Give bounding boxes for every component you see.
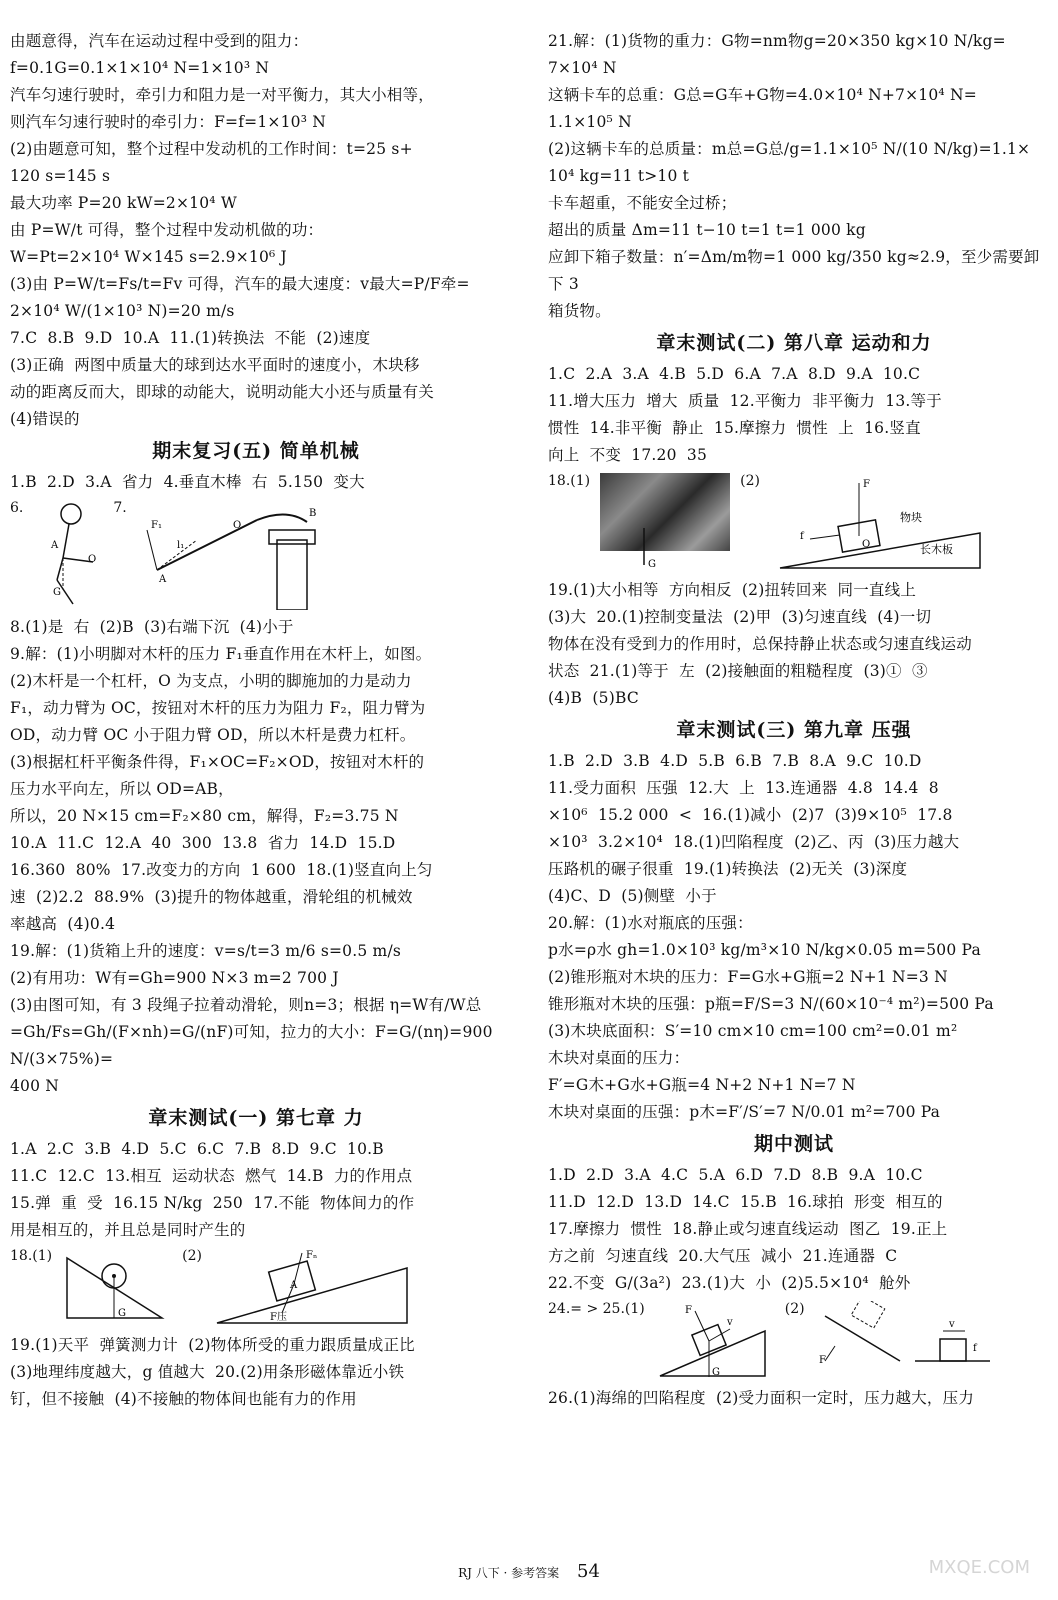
watermark-text: MXQE.COM <box>928 1557 1030 1578</box>
answer-line: 19.(1)大小相等 方向相反 (2)扭转回来 同一直线上 <box>548 581 917 599</box>
svg-text:Fₙ: Fₙ <box>305 1250 318 1261</box>
midterm-answers-b <box>548 1385 1040 1412</box>
answer-line: 惯性 14.非平衡 静止 15.摩擦力 惯性 上 16.竖直 <box>548 419 921 437</box>
figure-q7-water-pump-lever <box>137 500 337 610</box>
svg-text:O: O <box>861 539 871 550</box>
svg-text:v: v <box>948 1319 955 1330</box>
answer-line: 11.C 12.C 13.相互 运动状态 燃气 14.B 力的作用点 <box>10 1167 413 1185</box>
svg-text:O: O <box>232 520 241 531</box>
answer-line: ×10⁶ 15.2 000 < 16.(1)减小 (2)7 (3)9×10⁵ 17.8 <box>548 806 953 824</box>
review5-answers-b <box>10 614 502 1100</box>
answer-line: p水=ρ水 gh=1.0×10³ kg/m³×10 N/kg×0.05 m=500 Pa <box>548 941 981 959</box>
answer-line: 由题意得，汽车在运动过程中受到的阻力： <box>10 32 309 50</box>
fig-t2-board-label: 长木板 <box>919 543 953 556</box>
answer-line: 用是相互的，并且总是同时产生的 <box>10 1221 246 1239</box>
answer-line: 动的距离反而大，即球的动能大，说明动能大小还与质量有关 <box>10 383 434 401</box>
svg-text:G: G <box>118 1308 127 1319</box>
answer-line: 26.(1)海绵的凹陷程度 (2)受力面积一定时，压力越大，压力 <box>548 1389 975 1407</box>
answer-line: 11.增大压力 增大 质量 12.平衡力 非平衡力 13.等于 <box>548 392 942 410</box>
answer-line: 20.解：(1)水对瓶底的压强： <box>548 914 753 932</box>
answer-line: 7×10⁴ N <box>548 59 617 77</box>
fig24-label: 24.= > 25.(1) <box>548 1301 645 1317</box>
watermark-logo <box>929 1557 1030 1578</box>
answer-line: (4)C、D (5)侧壁 小于 <box>548 887 717 905</box>
test1-answers-a <box>10 1136 502 1244</box>
answer-line: 卡车超重，不能安全过桥； <box>548 194 737 212</box>
answer-line: 率越高 (4)0.4 <box>10 915 116 933</box>
left-top-block <box>10 28 502 433</box>
answer-line: 19.解：(1)货箱上升的速度：v=s/t=3 m/6 s=0.5 m/s <box>10 942 402 960</box>
answer-line: =Gh/Fs=Gh/(F×nh)=G/(nF)可知，拉力的大小：F=G/(nη)=900 N/(3×75%)= <box>10 1023 498 1068</box>
answer-line: (3)正确 两图中质量大的球到达水平面时的速度小，木块移 <box>10 356 420 374</box>
answer-line: F′=G木+G水+G瓶=4 N+2 N+1 N=7 N <box>548 1076 856 1094</box>
answer-line: (3)地理纬度越大，g 值越大 20.(2)用条形磁体靠近小铁 <box>10 1363 405 1381</box>
answer-line: 速 (2)2.2 88.9% (3)提升的物体越重，滑轮组的机械效 <box>10 888 413 906</box>
figure-conveyor-and-block <box>815 1301 995 1381</box>
answer-line: 1.D 2.D 3.A 4.C 5.A 6.D 7.D 8.B 9.A 10.C <box>548 1166 923 1184</box>
answer-line: 状态 21.(1)等于 左 (2)接触面的粗糙程度 (3)① ③ <box>548 662 928 680</box>
heading-midterm: 期中测试 <box>753 1133 834 1155</box>
answer-line: 21.解：(1)货物的重力：G物=nm物g=20×350 kg×10 N/kg= <box>548 32 1006 50</box>
answer-line: 超出的质量 Δm=11 t−10 t=1 t=1 000 kg <box>548 221 866 239</box>
svg-text:G: G <box>648 559 657 569</box>
figure-midterm-q24-25 <box>548 1301 1040 1381</box>
fig25-label-2: (2) <box>784 1301 805 1317</box>
answer-line: 7.C 8.B 9.D 10.A 11.(1)转换法 不能 (2)速度 <box>10 329 371 347</box>
heading-test-3: 章末测试(三) 第九章 压强 <box>676 719 912 741</box>
fig-t2-block-label: 物块 <box>899 511 922 524</box>
answer-line: 最大功率 P=20 kW=2×10⁴ W <box>10 194 237 212</box>
right-top-block <box>548 28 1040 325</box>
answer-line: (4)错误的 <box>10 410 80 428</box>
figure-q6-person-lever <box>33 500 103 610</box>
answer-line: (3)根据杠杆平衡条件得，F₁×OC=F₂×OD，按钮对木杆的 <box>10 753 425 771</box>
answer-line: (2)木杆是一个杠杆，O 为支点，小明的脚施加的力是动力 <box>10 672 412 690</box>
answer-line: 11.D 12.D 13.D 14.C 15.B 16.球拍 形变 相互的 <box>548 1193 943 1211</box>
answer-line: 120 s=145 s <box>10 167 111 185</box>
left-column <box>10 28 502 1413</box>
test2-answers-b <box>548 577 1040 712</box>
answer-line: 向上 不变 17.20 35 <box>548 446 708 464</box>
answer-line: (3)木块底面积：S′=10 cm×10 cm=100 cm²=0.01 m² <box>548 1022 958 1040</box>
answer-line: 17.摩擦力 惯性 18.静止或匀速直线运动 图乙 19.正上 <box>548 1220 948 1238</box>
answer-line: 8.(1)是 右 (2)B (3)右端下沉 (4)小于 <box>10 618 294 636</box>
answer-line: 19.(1)天平 弹簧测力计 (2)物体所受的重力跟质量成正比 <box>10 1336 415 1354</box>
fruit-photo <box>600 473 730 569</box>
svg-text:f: f <box>972 1343 977 1354</box>
answer-line: f=0.1G=0.1×1×10⁴ N=1×10³ N <box>10 59 270 77</box>
svg-text:A: A <box>51 540 59 551</box>
answer-line: (2)锥形瓶对木块的压力：F=G水+G瓶=2 N+1 N=3 N <box>548 968 948 986</box>
answer-line: (2)由题意可知，整个过程中发动机的工作时间：t=25 s+ <box>10 140 413 158</box>
svg-text:v: v <box>726 1317 733 1328</box>
heading-test-2: 章末测试(二) 第八章 运动和力 <box>656 332 932 354</box>
figure-test2-q18 <box>548 473 1040 573</box>
figure-block-on-board <box>770 473 990 573</box>
answer-line: 这辆卡车的总重：G总=G车+G物=4.0×10⁴ N+7×10⁴ N= <box>548 86 977 104</box>
answer-line: (2)有用功：W有=Gh=900 N×3 m=2 700 J <box>10 969 339 987</box>
svg-text:A: A <box>158 574 166 585</box>
answer-line: 10.A 11.C 12.A 40 300 13.8 省力 14.D 15.D <box>10 834 396 852</box>
page-footer <box>0 1561 1058 1582</box>
answer-line: 400 N <box>10 1077 60 1095</box>
answer-line: 由 P=W/t 可得，整个过程中发动机做的功： <box>10 221 324 239</box>
svg-text:A: A <box>289 1280 298 1291</box>
answer-line: W=Pt=2×10⁴ W×145 s=2.9×10⁶ J <box>10 248 287 266</box>
answer-line: F₁，动力臂为 OC，按钮对木杆的压力为阻力 F₂，阻力臂为 <box>10 699 426 717</box>
figure-q6-q7 <box>10 500 502 610</box>
answer-line: 方之前 匀速直线 20.大气压 减小 21.连通器 C <box>548 1247 898 1265</box>
footer-label: RJ 八下 · 参考答案 <box>458 1566 560 1580</box>
answer-line: 锥形瓶对木块的压强：p瓶=F/S=3 N/(60×10⁻⁴ m²)=500 Pa <box>548 995 994 1013</box>
answer-line: 压力水平向左，所以 OD=AB， <box>10 780 234 798</box>
answer-line: 木块对桌面的压强：p木=F′/S′=7 N/0.01 m²=700 Pa <box>548 1103 941 1121</box>
svg-text:G: G <box>711 1367 720 1378</box>
heading-review-5: 期末复习(五) 简单机械 <box>152 440 360 462</box>
answer-line: (2)这辆卡车的总质量：m总=G总/g=1.1×10⁵ N/(10 N/kg)=1.1× <box>548 140 1031 158</box>
answer-line: 10⁴ kg=11 t>10 t <box>548 167 690 185</box>
gravity-arrow <box>600 473 730 569</box>
answer-line: OD，动力臂 OC 小于阻力臂 OD，所以木杆是费力杠杆。 <box>10 726 416 744</box>
midterm-answers-a <box>548 1162 1040 1297</box>
svg-text:f: f <box>799 531 804 542</box>
svg-text:F: F <box>818 1355 826 1366</box>
answer-line: 2×10⁴ W/(1×10³ N)=20 m/s <box>10 302 235 320</box>
svg-text:G: G <box>53 587 62 598</box>
fig18-label-1: 18.(1) <box>10 1248 53 1264</box>
answer-line: 钉，但不接触 (4)不接触的物体间也能有力的作用 <box>10 1390 357 1408</box>
review5-answers-a <box>10 469 502 496</box>
answer-line: 22.不变 G/(3a²) 23.(1)大 小 (2)5.5×10⁴ 舱外 <box>548 1274 911 1292</box>
answer-line: 1.B 2.D 3.B 4.D 5.B 6.B 7.B 8.A 9.C 10.D <box>548 752 922 770</box>
answer-line: (3)大 20.(1)控制变量法 (2)甲 (3)匀速直线 (4)一切 <box>548 608 932 626</box>
answer-line: (3)由图可知，有 3 段绳子拉着动滑轮，则n=3；根据 η=W有/W总 <box>10 996 482 1014</box>
answer-line: 1.A 2.C 3.B 4.D 5.C 6.C 7.B 8.D 9.C 10.B <box>10 1140 384 1158</box>
answer-line: 1.C 2.A 3.A 4.B 5.D 6.A 7.A 8.D 9.A 10.C <box>548 365 921 383</box>
test2-answers-a <box>548 361 1040 469</box>
answer-line: (4)B (5)BC <box>548 689 639 707</box>
answer-line: 16.360 80% 17.改变力的方向 1 600 18.(1)竖直向上匀 <box>10 861 433 879</box>
svg-text:B: B <box>308 508 317 519</box>
figure-ball-on-incline <box>62 1248 172 1328</box>
fig-t2-18-label-1: 18.(1) <box>548 473 591 489</box>
answer-line: 所以，20 N×15 cm=F₂×80 cm，解得，F₂=3.75 N <box>10 807 399 825</box>
figure-test1-q18 <box>10 1248 502 1328</box>
fig7-label: 7. <box>113 500 127 516</box>
answer-line: 箱货物。 <box>548 302 611 320</box>
page-number: 54 <box>577 1561 600 1582</box>
right-column <box>548 28 1040 1412</box>
answer-line: ×10³ 3.2×10⁴ 18.(1)凹陷程度 (2)乙、丙 (3)压力越大 <box>548 833 960 851</box>
svg-text:l₁: l₁ <box>176 540 184 551</box>
answer-line: 物体在没有受到力的作用时，总保持静止状态或匀速直线运动 <box>548 635 972 653</box>
answer-line: 11.受力面积 压强 12.大 上 13.连通器 4.8 14.4 8 <box>548 779 939 797</box>
answer-line: 木块对桌面的压力： <box>548 1049 690 1067</box>
fig-t2-18-label-2: (2) <box>740 473 760 489</box>
answer-line: 1.B 2.D 3.A 省力 4.垂直木棒 右 5.150 变大 <box>10 473 365 491</box>
svg-text:F: F <box>684 1305 692 1316</box>
svg-text:F: F <box>862 479 870 490</box>
answer-line: 15.弹 重 受 16.15 N/kg 250 17.不能 物体间力的作 <box>10 1194 415 1212</box>
figure-block-on-incline <box>212 1248 412 1328</box>
test3-answers <box>548 748 1040 1126</box>
heading-test-1: 章末测试(一) 第七章 力 <box>148 1107 364 1129</box>
test1-answers-b <box>10 1332 502 1413</box>
answer-line: 汽车匀速行驶时，牵引力和阻力是一对平衡力，其大小相等， <box>10 86 434 104</box>
answer-line: 应卸下箱子数量：n′=Δm/m物=1 000 kg/350 kg≈2.9，至少需要卸下 3 <box>548 248 1040 293</box>
fig18-label-2: (2) <box>182 1248 202 1264</box>
answer-line: (3)由 P=W/t=Fs/t=Fv 可得，汽车的最大速度：v最大=P/F牵= <box>10 275 470 293</box>
answer-line: 则汽车匀速行驶时的牵引力：F=f=1×10³ N <box>10 113 327 131</box>
fig6-label: 6. <box>10 500 24 516</box>
svg-text:F压: F压 <box>269 1312 287 1323</box>
figure-block-incline-forces <box>655 1301 775 1381</box>
answer-line: 1.1×10⁵ N <box>548 113 632 131</box>
svg-text:F₁: F₁ <box>150 520 162 531</box>
answer-line: 压路机的碾子很重 19.(1)转换法 (2)无关 (3)深度 <box>548 860 908 878</box>
answer-line: 9.解：(1)小明脚对木杆的压力 F₁垂直作用在木杆上，如图。 <box>10 645 432 663</box>
svg-text:O: O <box>88 554 97 565</box>
